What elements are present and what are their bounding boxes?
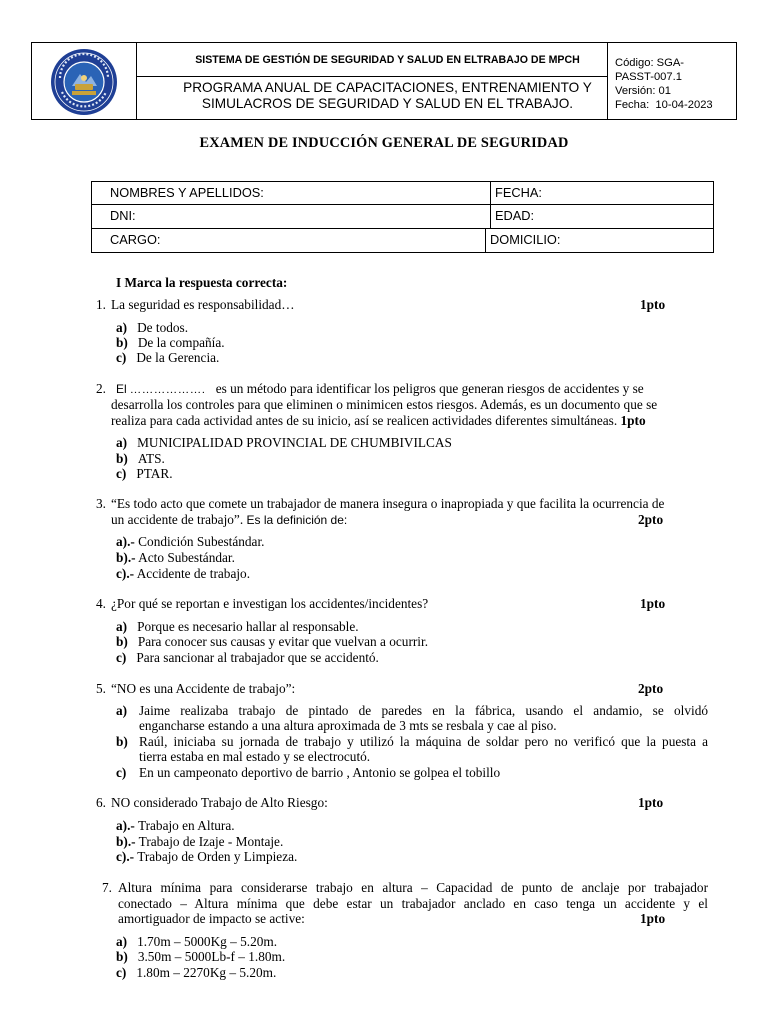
question-number: 4.	[96, 596, 106, 611]
question-text: ¿Por qué se reportan e investigan los accidentes/incidentes?	[111, 596, 429, 611]
question-text-line1	[116, 381, 708, 398]
option-letter: c)	[116, 350, 127, 365]
option-text: De todos.	[137, 320, 189, 335]
municipality-logo	[50, 48, 118, 116]
option-letter: c).-	[116, 849, 135, 864]
answer-option[interactable]	[116, 949, 285, 964]
answer-option[interactable]	[116, 849, 297, 864]
option-text: PTAR.	[136, 466, 173, 481]
question-number: 6.	[96, 795, 106, 810]
question-number: 1.	[96, 297, 106, 312]
option-text: Porque es necesario hallar al responsable.	[137, 619, 359, 634]
table-divider	[490, 182, 491, 204]
option-text: 1.80m – 2270Kg – 5.20m.	[136, 965, 277, 980]
question-number: 5.	[96, 681, 106, 696]
question-points: 1pto	[638, 795, 664, 810]
answer-option[interactable]	[116, 566, 250, 581]
question-text-line1: “Es todo acto que comete un trabajador de manera insegura o inapropiada y que facilita la ocurrencia de	[111, 496, 665, 511]
section-title: I Marca la respuesta correcta:	[116, 275, 288, 290]
position-field[interactable]: CARGO:	[110, 232, 161, 247]
answer-option[interactable]	[116, 634, 428, 649]
option-letter[interactable]: a)	[116, 703, 128, 718]
option-text: ATS.	[137, 451, 165, 466]
option-letter: a)	[116, 619, 128, 634]
option-text: Trabajo en Altura.	[137, 818, 235, 833]
question-text: NO considerado Trabajo de Alto Riesgo:	[111, 795, 328, 810]
personal-data-table	[91, 181, 714, 253]
answer-option[interactable]	[116, 965, 276, 980]
question-text: La seguridad es responsabilidad…	[111, 297, 295, 312]
option-letter: c)	[116, 965, 127, 980]
answer-option-text[interactable]: engancharse estando a una altura aproximada de 3 mts se resbala y cae al piso.	[139, 718, 557, 733]
answer-option[interactable]	[116, 320, 188, 335]
option-text: Accidente de trabajo.	[136, 566, 251, 581]
option-letter: b)	[116, 335, 128, 350]
option-letter: b)	[116, 634, 128, 649]
document-meta	[615, 56, 733, 112]
question-number: 3.	[96, 496, 106, 511]
doc-version: Versión: 01	[615, 85, 671, 97]
doc-date: Fecha: 10-04-2023	[615, 99, 713, 111]
question-text: un accidente de trabajo”.	[111, 512, 244, 527]
question-text-line2	[111, 512, 708, 528]
option-text: Trabajo de Izaje - Montaje.	[138, 834, 284, 849]
option-letter: b)	[116, 451, 128, 466]
address-field[interactable]: DOMICILIO:	[490, 232, 561, 247]
option-letter[interactable]: c)	[116, 765, 127, 780]
answer-option[interactable]	[116, 534, 264, 549]
option-letter: a).-	[116, 818, 135, 833]
question-points: 2pto	[638, 512, 664, 527]
answer-option[interactable]	[116, 650, 379, 665]
doc-code: Código: SGA-	[615, 57, 685, 69]
option-text: Trabajo de Orden y Limpieza.	[137, 849, 298, 864]
answer-option[interactable]	[116, 335, 225, 350]
option-letter: a)	[116, 934, 128, 949]
age-field[interactable]: EDAD:	[495, 208, 535, 223]
answer-option-text[interactable]: En un campeonato deportivo de barrio , Antonio se golpea el tobillo	[139, 765, 501, 780]
question-text-line2: conectado – Altura mínima que debe estar un trabajador anclado en caso tenga un accidente y el	[118, 896, 708, 911]
doc-code-cont: PASST-007.1	[615, 71, 682, 83]
question-points: 2pto	[638, 681, 664, 696]
question-text: es un método para identificar los peligros que generan riesgos de accidentes y se	[215, 381, 644, 396]
answer-option[interactable]	[116, 818, 235, 833]
answer-option[interactable]	[116, 350, 219, 365]
answer-option-text[interactable]: Raúl, iniciaba su jornada de trabajo y utilizó la máquina de soldar pero no verificó que la puesta a	[139, 734, 708, 749]
question-text: “NO es una Accidente de trabajo”:	[111, 681, 296, 696]
system-title: SISTEMA DE GESTIÓN DE SEGURIDAD Y SALUD EN ELTRABAJO DE MPCH	[195, 53, 580, 66]
answer-option[interactable]	[116, 466, 173, 481]
option-letter: c)	[116, 466, 127, 481]
option-letter: a)	[116, 435, 128, 450]
option-text: 3.50m – 5000Lb-f – 1.80m.	[137, 949, 286, 964]
dni-field[interactable]: DNI:	[110, 208, 136, 223]
table-divider	[92, 228, 713, 229]
names-field[interactable]: NOMBRES Y APELLIDOS:	[110, 185, 264, 200]
program-title-line1: PROGRAMA ANUAL DE CAPACITACIONES, ENTRENAMIENTO Y	[183, 80, 592, 95]
exam-title: EXAMEN DE INDUCCIÓN GENERAL DE SEGURIDAD	[199, 135, 569, 151]
question-text-sans: Es la definición de:	[246, 513, 348, 527]
option-text: Para sancionar al trabajador que se accidentó.	[136, 650, 379, 665]
question-points: 1pto	[640, 596, 666, 611]
date-field[interactable]: FECHA:	[495, 185, 542, 200]
option-letter[interactable]: b)	[116, 734, 128, 749]
option-letter: c).-	[116, 566, 135, 581]
option-text: Condición Subestándar.	[138, 534, 265, 549]
question-points: 1pto	[640, 297, 666, 312]
question-number: 2.	[96, 381, 106, 396]
answer-option-text[interactable]: tierra estaba en mal estado y se electrocutó.	[139, 749, 371, 764]
table-divider	[485, 228, 486, 252]
question-text-line2: desarrolla los controles para que eliminen o minimicen estos riesgos. Además, es un documento que se	[111, 397, 658, 412]
table-divider	[92, 204, 713, 205]
program-title-line2: SIMULACROS DE SEGURIDAD Y SALUD EN EL TRABAJO.	[201, 95, 574, 111]
option-letter: b).-	[116, 834, 136, 849]
question-text-start: El	[116, 382, 127, 396]
option-text: De la Gerencia.	[136, 350, 220, 365]
answer-option[interactable]	[116, 435, 452, 450]
option-text: De la compañía.	[137, 335, 225, 350]
question-points: 1pto	[620, 413, 646, 428]
document-header	[31, 42, 737, 120]
option-text: MUNICIPALIDAD PROVINCIAL DE CHUMBIVILCAS	[137, 435, 452, 450]
question-text: realiza para cada actividad antes de su inicio, así se realicen actividades diferentes simultáneas.	[111, 413, 618, 428]
fill-blank[interactable]: ……………….	[130, 384, 206, 396]
option-letter: c)	[116, 650, 127, 665]
option-letter: a)	[116, 320, 128, 335]
answer-option[interactable]	[116, 834, 283, 849]
question-points: 1pto	[640, 911, 666, 926]
question-text-line1: Altura mínima para considerarse trabajo en altura – Capacidad de punto de anclaje por trabajador	[118, 880, 708, 895]
question-text-line3	[111, 413, 708, 429]
table-divider	[490, 204, 491, 228]
question-number: 7.	[102, 880, 112, 895]
option-letter: a).-	[116, 534, 135, 549]
option-text: 1.70m – 5000Kg – 5.20m.	[137, 934, 278, 949]
program-title	[136, 77, 639, 119]
answer-option[interactable]	[116, 550, 235, 565]
answer-option[interactable]	[116, 619, 359, 634]
option-letter: b)	[116, 949, 128, 964]
option-text: Para conocer sus causas y evitar que vuelvan a ocurrir.	[137, 634, 429, 649]
answer-option[interactable]	[116, 934, 277, 949]
option-letter: b).-	[116, 550, 136, 565]
answer-option[interactable]	[116, 451, 165, 466]
question-text-line3: amortiguador de impacto se active:	[118, 911, 305, 926]
option-text: Acto Subestándar.	[138, 550, 235, 565]
answer-option-text[interactable]: Jaime realizaba trabajo de pintado de paredes en la fábrica, usando el andamio, se olvidó	[139, 703, 708, 718]
